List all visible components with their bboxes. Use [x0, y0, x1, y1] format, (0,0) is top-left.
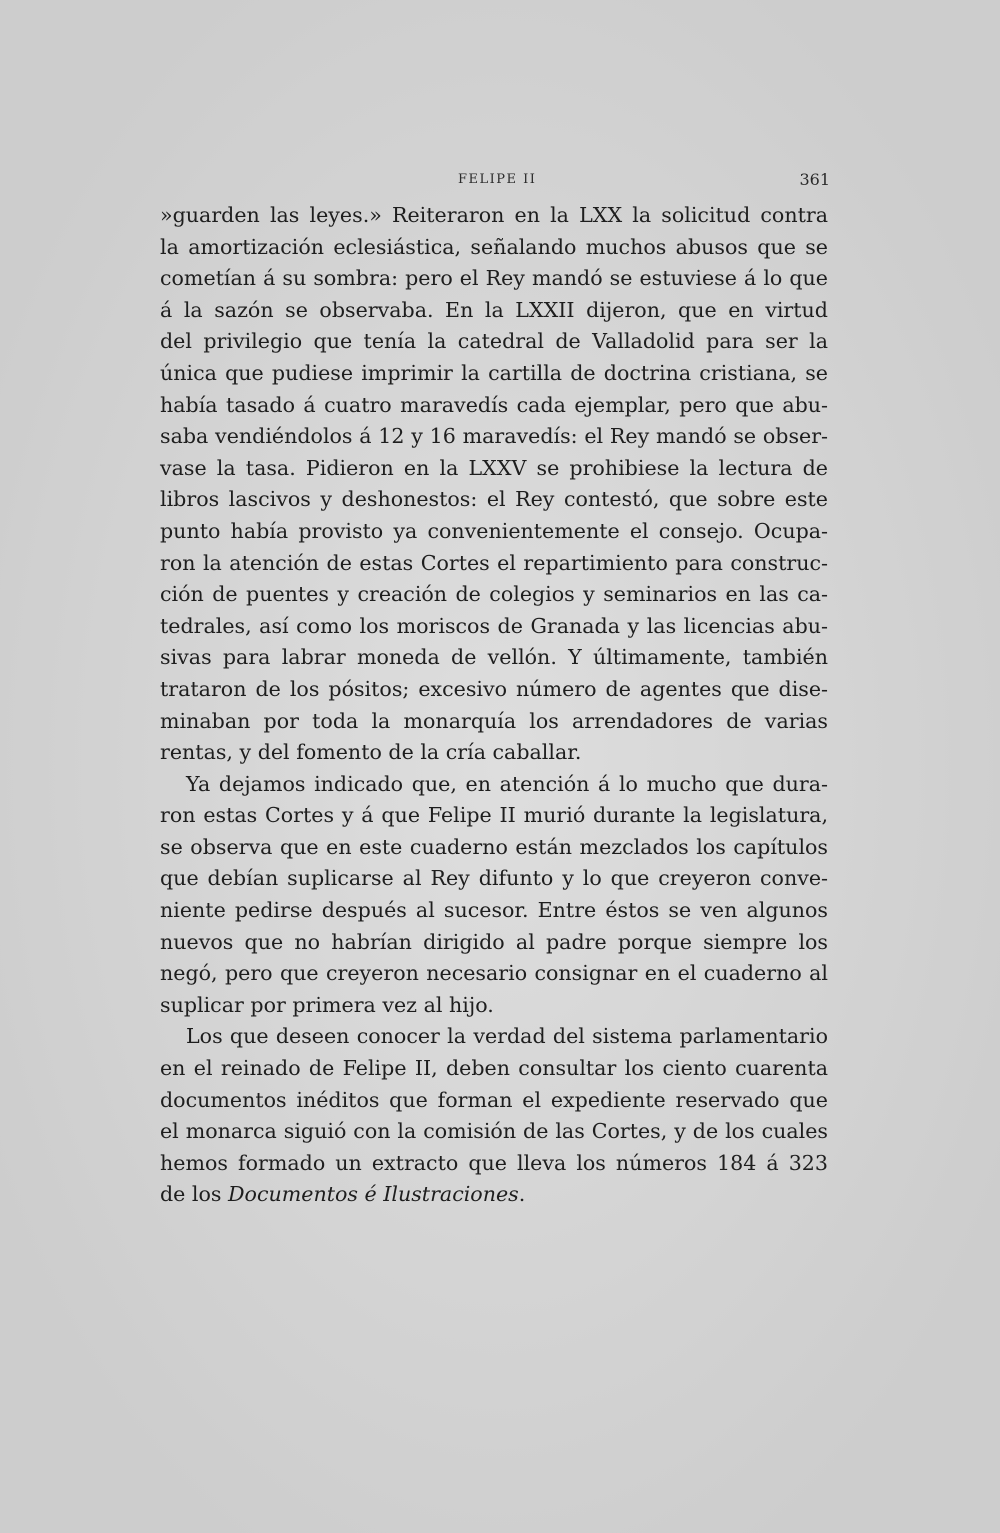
text-line: en el reinado de Felipe II, deben consultar los ciento cuarenta [160, 1056, 828, 1081]
text-line: ron estas Cortes y á que Felipe II murió durante la legislatura, [160, 803, 828, 828]
text-line: el monarca siguió con la comisión de las Cortes, y de los cuales [160, 1119, 828, 1144]
text-line: rentas, y del fomento de la cría caballar. [160, 740, 582, 765]
text-line: niente pedirse después al sucesor. Entre éstos se ven algunos [160, 898, 828, 923]
text-line: á la sazón se observaba. En la LXXII dijeron, que en virtud [160, 297, 828, 322]
text-line: »guarden las leyes.» Reiteraron en la LXX la solicitud contra [160, 203, 828, 227]
italic-title: Documentos é Ilustraciones [228, 1182, 519, 1207]
running-head-title: FELIPE II [458, 172, 537, 187]
text-line: punto había provisto ya convenientemente el consejo. Ocupa- [160, 518, 828, 543]
text-line: Los que deseen conocer la verdad del sistema parlamentario [186, 1024, 828, 1049]
text-line: Ya dejamos indicado que, en atención á lo mucho que dura- [186, 771, 828, 796]
text-line: ron la atención de estas Cortes el repartimiento para construc- [160, 550, 828, 575]
running-head [158, 172, 830, 196]
text-line: única que pudiese imprimir la cartilla de doctrina cristiana, se [160, 360, 828, 385]
paragraph-1 [160, 200, 828, 769]
text-line: sivas para labrar moneda de vellón. Y últimamente, también [160, 645, 828, 670]
text-line: vase la tasa. Pidieron en la LXXV se prohibiese la lectura de [160, 455, 828, 480]
text-fragment: de los [160, 1182, 229, 1207]
text-line: del privilegio que tenía la catedral de Valladolid para ser la [160, 329, 828, 354]
text-line: negó, pero que creyeron necesario consignar en el cuaderno al [160, 961, 828, 986]
paragraph-3 [160, 1021, 828, 1211]
text-line: ción de puentes y creación de colegios y seminarios en las ca- [160, 582, 828, 607]
text-line: nuevos que no habrían dirigido al padre porque siempre los [160, 929, 828, 954]
body-text [160, 200, 828, 1211]
text-line-final [160, 1179, 828, 1211]
text-line: hemos formado un extracto que lleva los números 184 á 323 [160, 1150, 828, 1175]
text-line: saba vendiéndolos á 12 y 16 maravedís: el Rey mandó se obser- [160, 424, 828, 449]
text-line: documentos inéditos que forman el expediente reservado que [160, 1087, 828, 1112]
text-line: trataron de los pósitos; excesivo número de agentes que dise- [160, 676, 828, 701]
text-line: tedrales, así como los moriscos de Granada y las licencias abu- [160, 613, 828, 638]
text-line: minaban por toda la monarquía los arrendadores de varias [160, 708, 828, 733]
text-line: que debían suplicarse al Rey difunto y lo que creyeron conve- [160, 866, 828, 891]
text-line: había tasado á cuatro maravedís cada ejemplar, pero que abu- [160, 392, 828, 417]
text-line: libros lascivos y deshonestos: el Rey contestó, que sobre este [160, 487, 828, 512]
text-line: la amortización eclesiástica, señalando muchos abusos que se [160, 234, 828, 259]
text-line: suplicar por primera vez al hijo. [160, 992, 494, 1017]
text-line: se observa que en este cuaderno están mezclados los capítulos [160, 834, 828, 859]
page-number: 361 [799, 170, 830, 189]
text-line: cometían á su sombra: pero el Rey mandó se estuviese á lo que [160, 266, 828, 291]
text-fragment: . [518, 1182, 526, 1207]
paragraph-2 [160, 769, 828, 1022]
